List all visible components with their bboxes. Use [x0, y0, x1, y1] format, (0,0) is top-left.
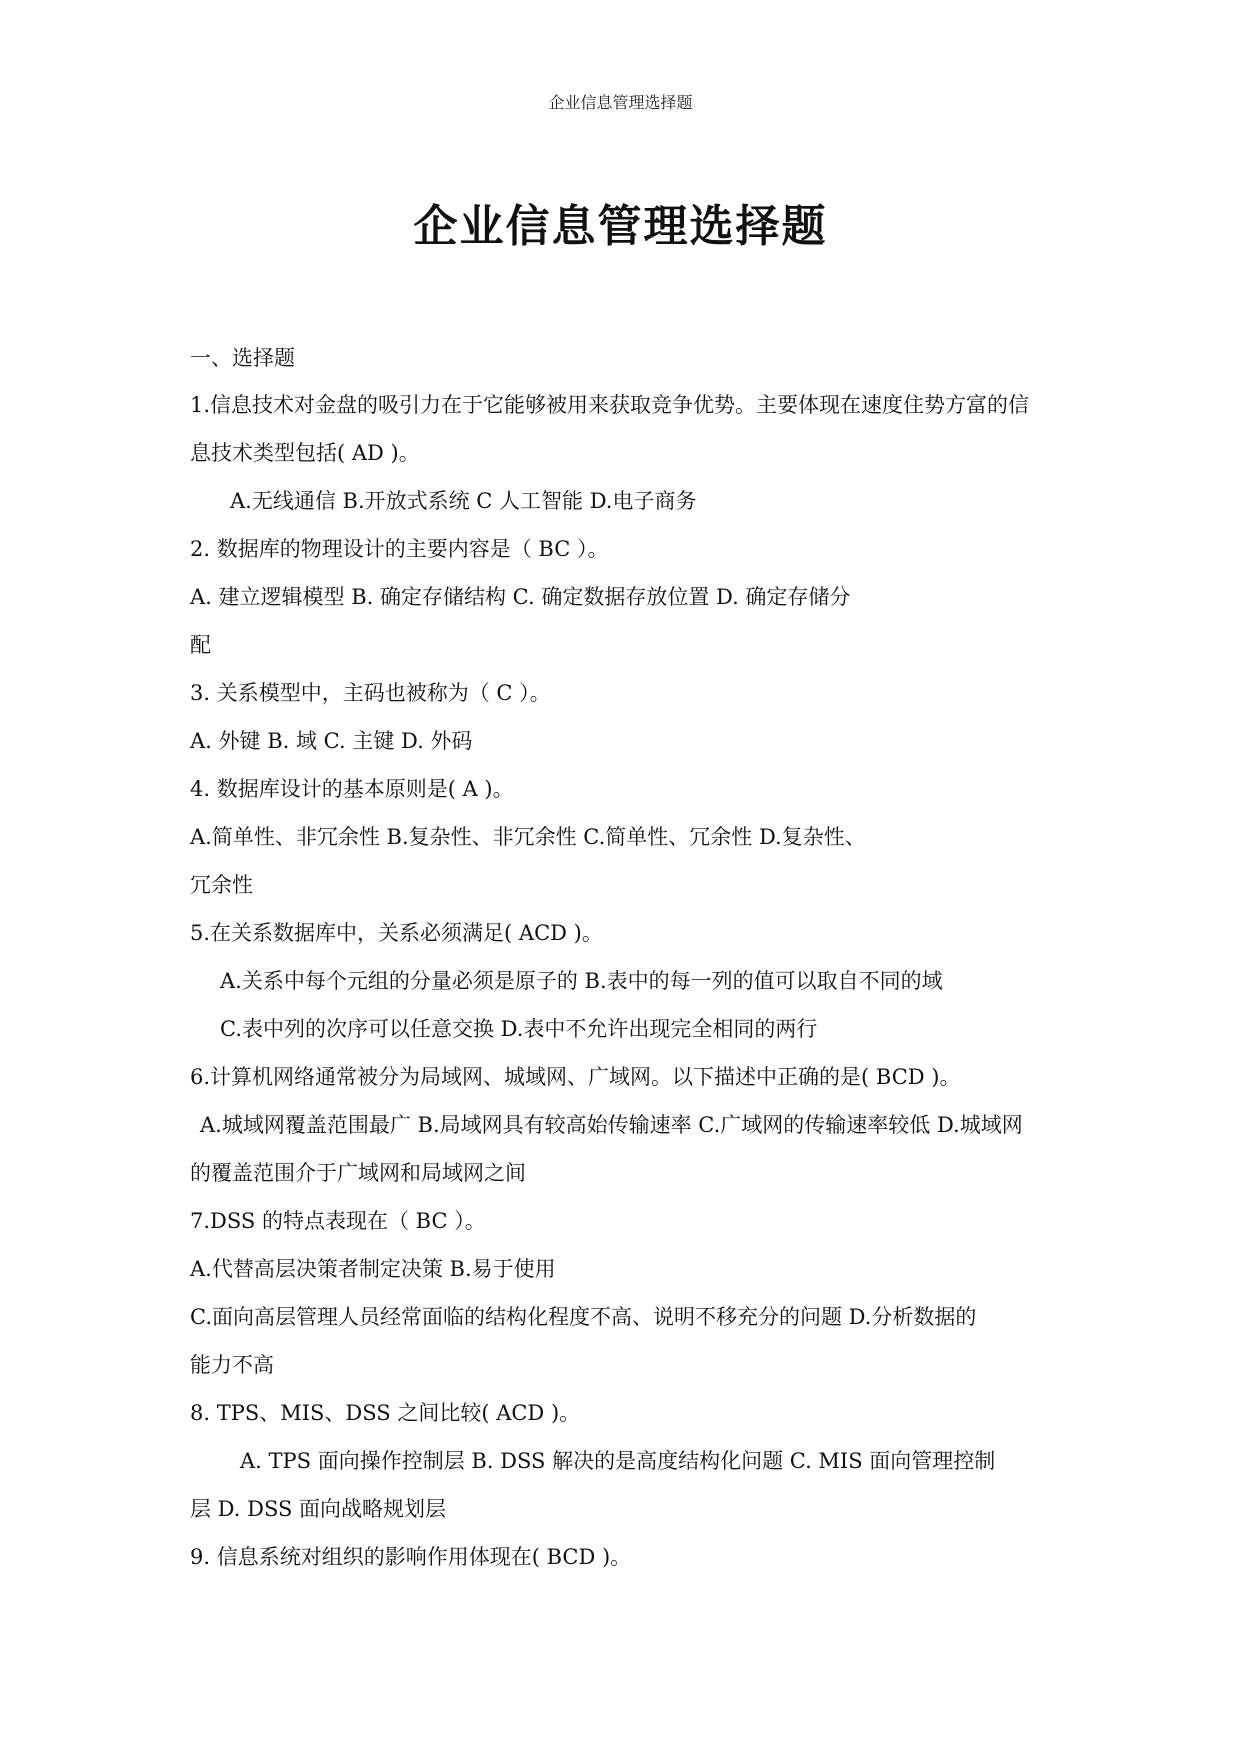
question-2-options: A. 建立逻辑模型 B. 确定存储结构 C. 确定数据存放位置 D. 确定存储分 — [190, 585, 851, 609]
question-4-options: A.简单性、非冗余性 B.复杂性、非冗余性 C.简单性、冗余性 D.复杂性、 — [190, 825, 866, 849]
question-6-options-cont: 的覆盖范围介于广域网和局域网之间 — [190, 1161, 526, 1185]
question-7-options-cont: 能力不高 — [190, 1353, 274, 1377]
question-3-options: A. 外键 B. 域 C. 主键 D. 外码 — [190, 729, 473, 753]
question-5-options-2: C.表中列的次序可以任意交换 D.表中不允许出现完全相同的两行 — [220, 1017, 818, 1041]
question-6-options: A.城域网覆盖范围最广 B.局域网具有较高始传输速率 C.广域网的传输速率较低 D.城域网 — [200, 1113, 1023, 1137]
question-2: 2. 数据库的物理设计的主要内容是（ BC ）。 — [190, 537, 609, 561]
question-1-line-1: 1.信息技术对金盘的吸引力在于它能够被用来获取竞争优势。主要体现在速度住势方富的信 — [190, 393, 1030, 417]
question-7-options-1: A.代替高层决策者制定决策 B.易于使用 — [190, 1257, 556, 1281]
question-9: 9. 信息系统对组织的影响作用体现在( BCD )。 — [190, 1545, 632, 1569]
question-7: 7.DSS 的特点表现在（ BC ）。 — [190, 1209, 486, 1233]
question-7-options-2: C.面向高层管理人员经常面临的结构化程度不高、说明不移充分的问题 D.分析数据的 — [190, 1305, 977, 1329]
question-4: 4. 数据库设计的基本原则是( A )。 — [190, 777, 514, 801]
running-header: 企业信息管理选择题 — [548, 93, 693, 112]
question-8-options-cont: 层 D. DSS 面向战略规划层 — [190, 1497, 447, 1521]
question-4-options-cont: 冗余性 — [190, 873, 253, 897]
question-6: 6.计算机网络通常被分为局域网、城域网、广域网。以下描述中正确的是( BCD )。 — [190, 1065, 961, 1089]
question-8-options: A. TPS 面向操作控制层 B. DSS 解决的是高度结构化问题 C. MIS 面向管理控制 — [240, 1449, 996, 1473]
question-5: 5.在关系数据库中，关系必须满足( ACD )。 — [190, 921, 603, 945]
question-5-options-1: A.关系中每个元组的分量必须是原子的 B.表中的每一列的值可以取自不同的域 — [220, 969, 943, 993]
question-3: 3. 关系模型中，主码也被称为（ C ）。 — [190, 681, 551, 705]
document-title: 企业信息管理选择题 — [413, 201, 828, 252]
question-2-options-cont: 配 — [190, 633, 211, 657]
section-heading: 一、选择题 — [190, 346, 295, 370]
question-1-line-2: 息技术类型包括( AD )。 — [190, 441, 420, 465]
question-1-options: A.无线通信 B.开放式系统 C 人工智能 D.电子商务 — [230, 489, 697, 513]
question-8: 8. TPS、MIS、DSS 之间比较( ACD )。 — [190, 1401, 581, 1425]
